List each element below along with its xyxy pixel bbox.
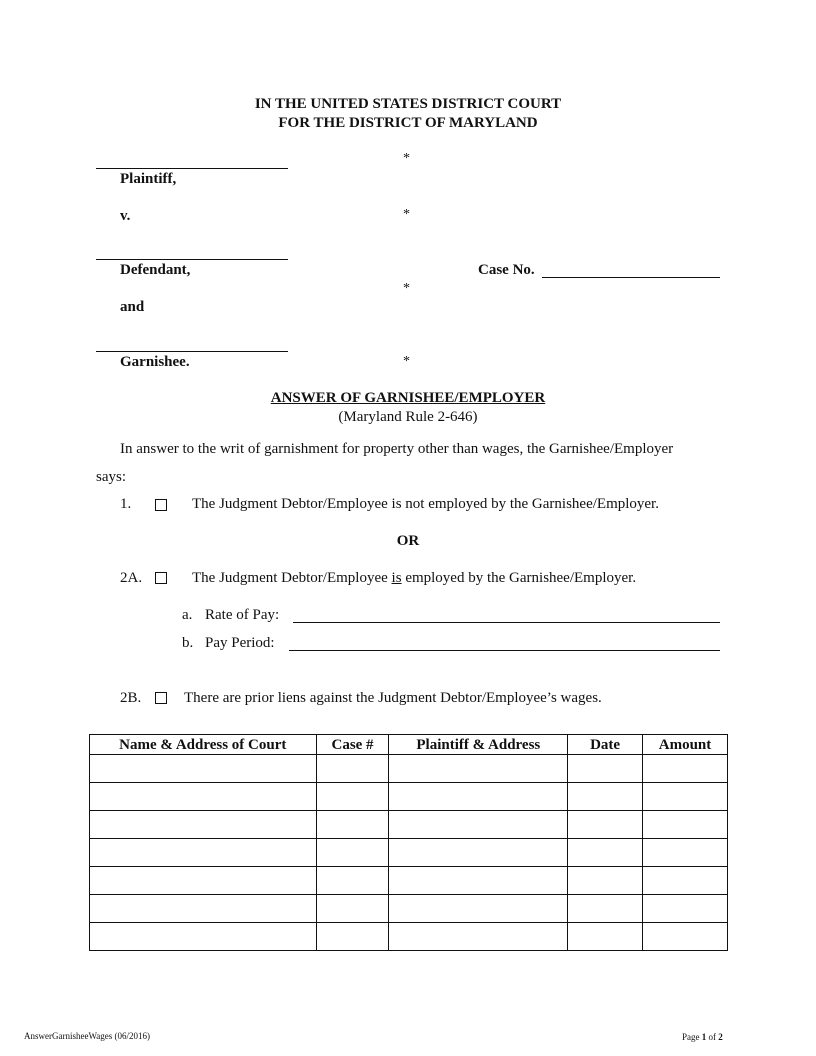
table-cell[interactable] bbox=[316, 867, 389, 895]
item-1-checkbox[interactable] bbox=[155, 499, 167, 511]
caption-star: * bbox=[403, 281, 410, 296]
item-2b-checkbox[interactable] bbox=[155, 692, 167, 704]
item-2a-number: 2A. bbox=[120, 570, 143, 586]
table-cell[interactable] bbox=[90, 839, 317, 867]
table-cell[interactable] bbox=[643, 867, 728, 895]
table-cell[interactable] bbox=[90, 923, 317, 951]
table-cell[interactable] bbox=[90, 755, 317, 783]
table-cell[interactable] bbox=[316, 839, 389, 867]
pay-period-marker: b. bbox=[182, 635, 194, 651]
caption-star: * bbox=[403, 207, 410, 222]
or-separator: OR bbox=[396, 533, 420, 549]
table-cell[interactable] bbox=[316, 923, 389, 951]
rate-of-pay-label: Rate of Pay: bbox=[205, 607, 280, 623]
table-row bbox=[90, 811, 728, 839]
table-cell[interactable] bbox=[389, 783, 568, 811]
table-row bbox=[90, 783, 728, 811]
court-title-line-2: FOR THE DISTRICT OF MARYLAND bbox=[278, 115, 538, 131]
table-header-row bbox=[90, 735, 728, 755]
case-no-label: Case No. bbox=[478, 262, 535, 278]
table-cell[interactable] bbox=[643, 923, 728, 951]
table-cell[interactable] bbox=[389, 839, 568, 867]
item-2b-number: 2B. bbox=[120, 690, 142, 706]
rate-of-pay-marker: a. bbox=[182, 607, 193, 623]
table-row bbox=[90, 923, 728, 951]
item-1-text: The Judgment Debtor/Employee is not employed by the Garnishee/Employer. bbox=[192, 496, 659, 512]
table-cell[interactable] bbox=[90, 783, 317, 811]
pay-period-field[interactable] bbox=[289, 650, 720, 651]
table-cell[interactable] bbox=[389, 811, 568, 839]
table-cell[interactable] bbox=[389, 923, 568, 951]
table-cell[interactable] bbox=[316, 811, 389, 839]
prior-liens-table bbox=[89, 734, 728, 951]
column-header-court: Name & Address of Court bbox=[90, 735, 317, 755]
plaintiff-name-line[interactable] bbox=[96, 168, 288, 169]
table-cell[interactable] bbox=[568, 895, 643, 923]
column-header-case: Case # bbox=[316, 735, 389, 755]
rate-of-pay-field[interactable] bbox=[293, 622, 720, 623]
garnishee-name-line[interactable] bbox=[96, 351, 288, 352]
rule-reference: (Maryland Rule 2-646) bbox=[338, 409, 478, 425]
plaintiff-label: Plaintiff, bbox=[120, 171, 177, 187]
column-header-amount: Amount bbox=[643, 735, 728, 755]
case-no-field[interactable] bbox=[542, 277, 720, 278]
table-cell[interactable] bbox=[568, 839, 643, 867]
court-title-line-1: IN THE UNITED STATES DISTRICT COURT bbox=[254, 96, 562, 112]
table-cell[interactable] bbox=[389, 895, 568, 923]
answer-title: ANSWER OF GARNISHEE/EMPLOYER bbox=[270, 390, 546, 406]
table-cell[interactable] bbox=[90, 867, 317, 895]
table-cell[interactable] bbox=[643, 811, 728, 839]
table-cell[interactable] bbox=[643, 895, 728, 923]
column-header-plaintiff: Plaintiff & Address bbox=[389, 735, 568, 755]
garnishee-label: Garnishee. bbox=[120, 354, 190, 370]
intro-text-line-1: In answer to the writ of garnishment for property other than wages, the Garnishee/Employer bbox=[120, 441, 674, 457]
table-cell[interactable] bbox=[568, 923, 643, 951]
table-cell[interactable] bbox=[389, 755, 568, 783]
table-cell[interactable] bbox=[643, 755, 728, 783]
table-cell[interactable] bbox=[568, 783, 643, 811]
intro-text-line-2: says: bbox=[96, 469, 126, 485]
form-identifier: AnswerGarnisheeWages (06/2016) bbox=[24, 1031, 150, 1041]
defendant-label: Defendant, bbox=[120, 262, 191, 278]
pay-period-label: Pay Period: bbox=[205, 635, 275, 651]
item-2a-text: The Judgment Debtor/Employee is employed by the Garnishee/Employer. bbox=[192, 570, 637, 586]
caption-star: * bbox=[403, 354, 410, 369]
table-cell[interactable] bbox=[316, 755, 389, 783]
caption-star: * bbox=[403, 151, 410, 166]
item-1-number: 1. bbox=[120, 496, 132, 512]
versus-label: v. bbox=[120, 208, 131, 224]
table-cell[interactable] bbox=[568, 867, 643, 895]
table-cell[interactable] bbox=[643, 839, 728, 867]
item-2b-text: There are prior liens against the Judgment Debtor/Employee’s wages. bbox=[184, 690, 602, 706]
column-header-date: Date bbox=[568, 735, 643, 755]
table-cell[interactable] bbox=[90, 895, 317, 923]
table-cell[interactable] bbox=[90, 811, 317, 839]
and-label: and bbox=[120, 299, 145, 315]
table-cell[interactable] bbox=[389, 867, 568, 895]
table-row bbox=[90, 895, 728, 923]
item-2a-checkbox[interactable] bbox=[155, 572, 167, 584]
table-cell[interactable] bbox=[643, 783, 728, 811]
table-row bbox=[90, 755, 728, 783]
table-cell[interactable] bbox=[568, 755, 643, 783]
page-number: Page 1 of 2 bbox=[682, 1032, 723, 1042]
table-row bbox=[90, 839, 728, 867]
table-cell[interactable] bbox=[316, 895, 389, 923]
table-cell[interactable] bbox=[568, 811, 643, 839]
defendant-name-line[interactable] bbox=[96, 259, 288, 260]
table-row bbox=[90, 867, 728, 895]
table-cell[interactable] bbox=[316, 783, 389, 811]
